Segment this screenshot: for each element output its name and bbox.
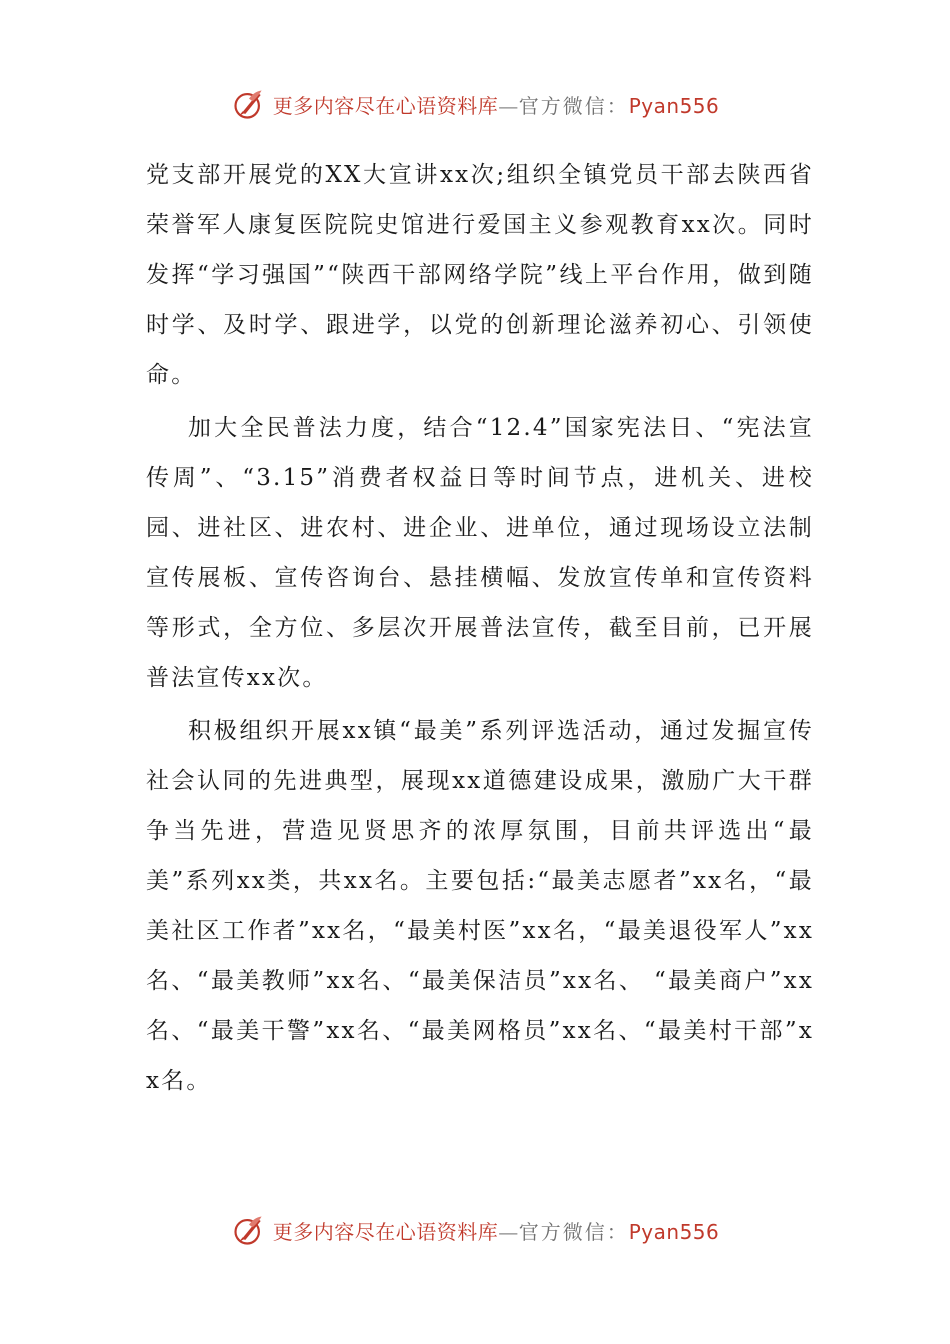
footer-banner-text (273, 1216, 720, 1245)
header-banner-text (273, 90, 720, 119)
banner-dash: — (498, 1219, 519, 1244)
document-body (146, 150, 814, 1106)
banner-official-label: 官方微信： (518, 93, 629, 118)
banner-main-text: 更多内容尽在心语资料库 (272, 1219, 499, 1244)
footer-banner (0, 1208, 950, 1252)
banner-dash: — (498, 93, 519, 118)
header-banner-inner (231, 86, 720, 122)
paragraph-3: 积极组织开展xx镇“最美”系列评选活动，通过发掘宣传社会认同的先进典型，展现xx道德建设成果，激励广大干群争当先进，营造见贤思齐的浓厚氛围，目前共评选出“最美”系列xx类，共xx名。主要包括:“最美志愿者”xx名，“最美社区工作者”xx名，“最美村医”xx名，“最美退役军人”xx名、“最美教师”xx名、“最美保洁员”xx名、 “最美商户”xx名、“最美干警”xx名、“最美网格员”xx名、“最美村干部”xx名。 (146, 718, 814, 1094)
banner-wechat-id: Pyan556 (628, 93, 720, 118)
banner-official-label: 官方微信： (518, 1219, 629, 1244)
banner-main-text: 更多内容尽在心语资料库 (272, 93, 499, 118)
quill-pen-logo-icon (231, 1212, 267, 1248)
quill-pen-logo-icon (231, 86, 267, 122)
header-banner (0, 82, 950, 126)
banner-wechat-id: Pyan556 (628, 1219, 720, 1244)
paragraph-1: 党支部开展党的XX大宣讲xx次;组织全镇党员干部去陕西省荣誉军人康复医院院史馆进行爱国主义参观教育xx次。同时发挥“学习强国”“陕西干部网络学院”线上平台作用，做到随时学、及时学、跟进学，以党的创新理论滋养初心、引领使命。 (146, 162, 814, 388)
footer-banner-inner (231, 1212, 720, 1248)
paragraph-2: 加大全民普法力度，结合“12.4”国家宪法日、“宪法宣传周”、“3.15”消费者权益日等时间节点，进机关、进校园、进社区、进农村、进企业、进单位，通过现场设立法制宣传展板、宣传咨询台、悬挂横幅、发放宣传单和宣传资料等形式，全方位、多层次开展普法宣传，截至目前，已开展普法宣传xx次。 (146, 415, 814, 691)
